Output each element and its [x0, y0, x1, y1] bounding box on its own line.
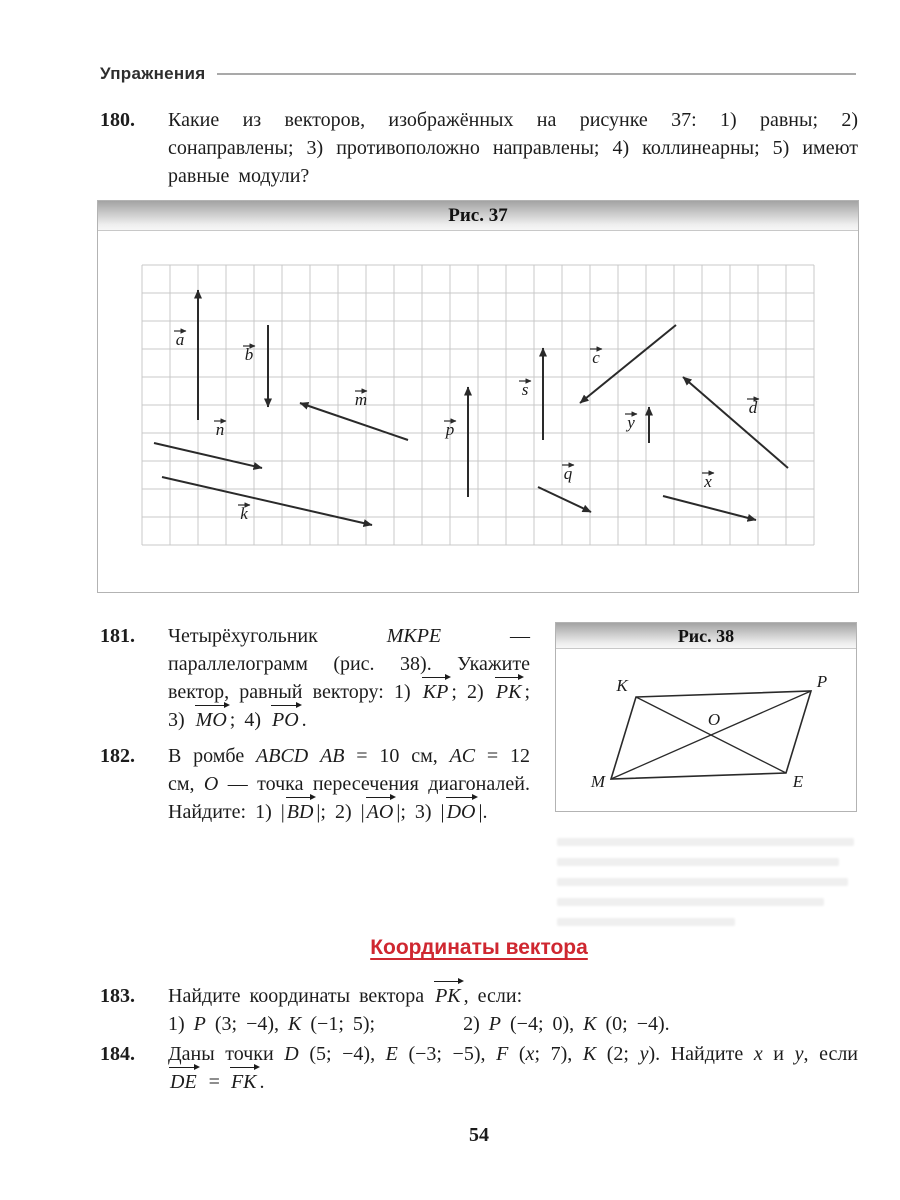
print-bleed-line	[557, 858, 839, 866]
running-head-rule	[217, 73, 856, 75]
running-head-title: Упражнения	[100, 64, 206, 83]
figure-38-body	[556, 649, 856, 811]
figure-37-caption: Рис. 37	[98, 201, 858, 231]
problem-183	[100, 982, 858, 1038]
print-bleed-line	[557, 838, 854, 846]
problem-184-text: Даны точки D (5; −4), E (−3; −5), F (x; 7), K (2; y). Найдите x и y, если DE = FK .	[168, 1040, 858, 1096]
problem-182	[100, 742, 530, 826]
svg-text:n: n	[215, 420, 225, 439]
svg-text:E: E	[792, 772, 804, 791]
print-bleed-line	[557, 918, 735, 926]
problem-181-number: 181.	[100, 625, 135, 647]
svg-text:O: O	[707, 710, 721, 729]
problem-180	[100, 106, 858, 190]
svg-text:K: K	[616, 676, 628, 695]
print-bleed-ghost	[555, 838, 858, 926]
fig38-canvas	[558, 657, 854, 809]
problems-181-182-column	[100, 622, 530, 938]
figure-38-caption: Рис. 38	[556, 623, 856, 649]
svg-text:m: m	[354, 390, 368, 409]
svg-text:x: x	[704, 472, 712, 491]
section-heading: Координаты вектора	[370, 936, 588, 959]
svg-text:d: d	[748, 398, 758, 417]
figure-37	[97, 200, 859, 593]
problem-184-number: 184.	[100, 1043, 135, 1065]
svg-text:q: q	[563, 464, 573, 483]
fig37-vectors	[154, 290, 788, 525]
problem-182-text: В ромбе ABCD AB = 10 см, AC = 12 см, O — точка пересечения диагоналей. Найдите: 1) | BD |; 2) | AO |; 3) | DO |.	[168, 742, 530, 826]
svg-text:b: b	[244, 345, 254, 364]
svg-text:M: M	[590, 772, 606, 791]
problems-181-182-row	[100, 622, 858, 938]
page-number: 54	[469, 1124, 489, 1146]
figure-38-column	[555, 622, 858, 938]
problem-181	[100, 622, 530, 734]
problem-180-text: Какие из векторов, изображённых на рисунке 37: 1) равны; 2) сонаправлены; 3) противоположно направлены; 4) коллинеарны; 5) имеют равные модули?	[168, 109, 858, 187]
print-bleed-line	[557, 898, 824, 906]
svg-text:p: p	[445, 420, 455, 439]
svg-text:s: s	[521, 380, 529, 399]
svg-text:P: P	[816, 672, 828, 691]
fig37-canvas	[128, 255, 828, 565]
print-bleed-line	[557, 878, 848, 886]
running-head	[100, 64, 856, 84]
svg-text:c: c	[592, 348, 600, 367]
svg-text:y: y	[627, 413, 635, 432]
fig37-grid	[142, 265, 814, 545]
svg-text:k: k	[240, 504, 248, 523]
problem-183-number: 183.	[100, 985, 135, 1007]
problem-180-number: 180.	[100, 109, 135, 131]
problem-182-number: 182.	[100, 745, 135, 767]
figure-38	[555, 622, 857, 812]
problem-181-text: Четырёхугольник MKPE — параллелограмм (рис. 38). Укажите вектор, равный вектору: 1) KP ; 2) PK ; 3) MO ; 4) PO .	[168, 622, 530, 734]
figure-37-body	[98, 231, 858, 592]
svg-text:a: a	[175, 330, 185, 349]
problem-183-text: Найдите координаты вектора PK , если: 1) P (3; −4), K (−1; 5); 2) P (−4; 0), K (0; −4).	[168, 982, 858, 1038]
problem-184	[100, 1040, 858, 1096]
